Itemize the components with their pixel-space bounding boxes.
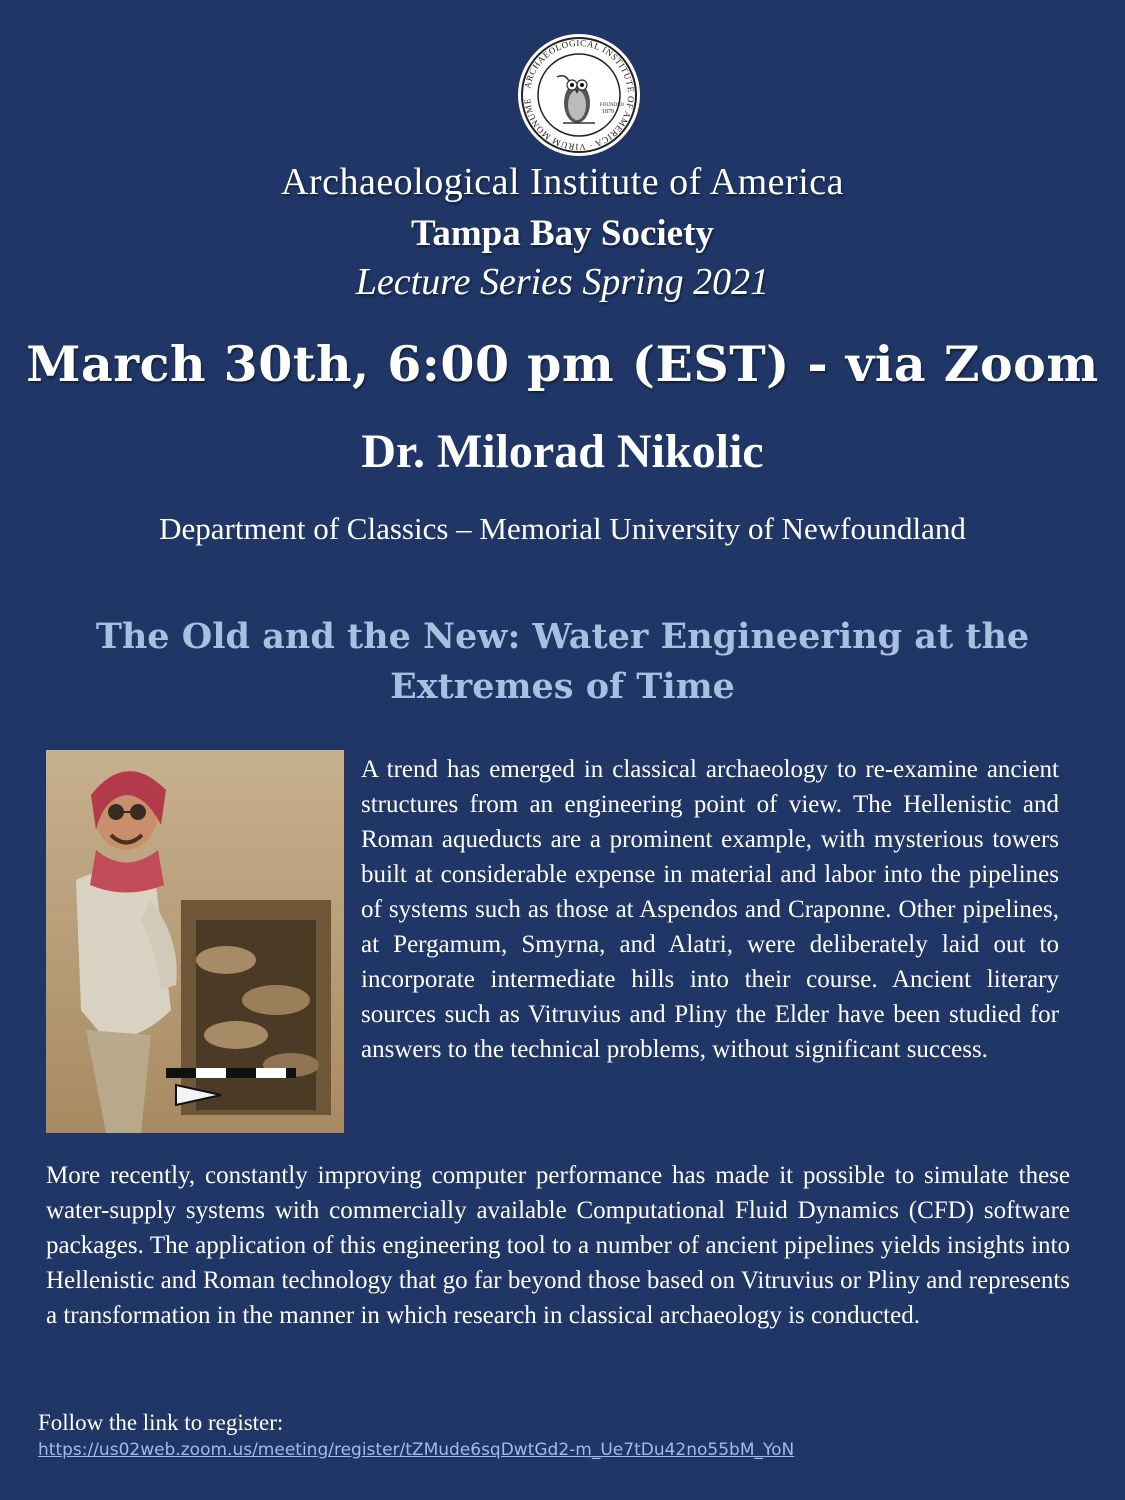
- speaker-photo: [46, 750, 344, 1133]
- abstract-paragraph-2: More recently, constantly improving computer performance has made it possible to simulate these water-supply systems with commercially available Computational Fluid Dynamics (CFD) software packages. The application of this engineering tool to a number of ancient pipelines yields insights into Hellenistic and Roman technology that go far beyond those based on Vitruvius or Pliny and represents a transformation in the manner in which research in classical archaeology is conducted.: [46, 1162, 1070, 1329]
- speaker-name: Dr. Milorad Nikolic: [361, 425, 764, 478]
- society-name: Tampa Bay Society: [411, 213, 714, 254]
- abstract-paragraph-1: A trend has emerged in classical archaeology to re-examine ancient structures from an engineering point of view. The Hellenistic and Roman aqueducts are a prominent example, with mysterious towers built at considerable expense in material and labor into the pipelines of systems such as those at Aspendos and Craponne. Other pipelines, at Pergamum, Smyrna, and Alatri, were deliberately laid out to incorporate intermediate hills into their course. Ancient literary sources such as Vitruvius and Pliny the Elder have been studied for answers to the technical problems, without significant success.: [361, 756, 1059, 1063]
- seal-founded-text: FOUNDED: [600, 103, 624, 108]
- organization-name: Archaeological Institute of America: [280, 161, 844, 203]
- seal-ring-text: ARCHAEOLOGICAL INSTITUTE OF AMERICA · VIRUM MONUME: [522, 37, 637, 153]
- seal-founded-year: 1879: [602, 109, 614, 115]
- registration-link[interactable]: https://us02web.zoom.us/meeting/register/tZMude6sqDwtGd2-m_Ue7tDu42no55bM_YoN: [38, 1440, 795, 1460]
- aia-seal-logo: [517, 33, 641, 157]
- lecture-series: Lecture Series Spring 2021: [355, 261, 770, 303]
- register-label: Follow the link to register:: [38, 1410, 284, 1435]
- event-date-time: March 30th, 6:00 pm (EST) - via Zoom: [26, 335, 1099, 393]
- speaker-affiliation: Department of Classics – Memorial University of Newfoundland: [159, 511, 966, 546]
- talk-title: The Old and the New: Water Engineering at the Extremes of Time: [95, 616, 1030, 707]
- seal-graphic: [517, 33, 641, 157]
